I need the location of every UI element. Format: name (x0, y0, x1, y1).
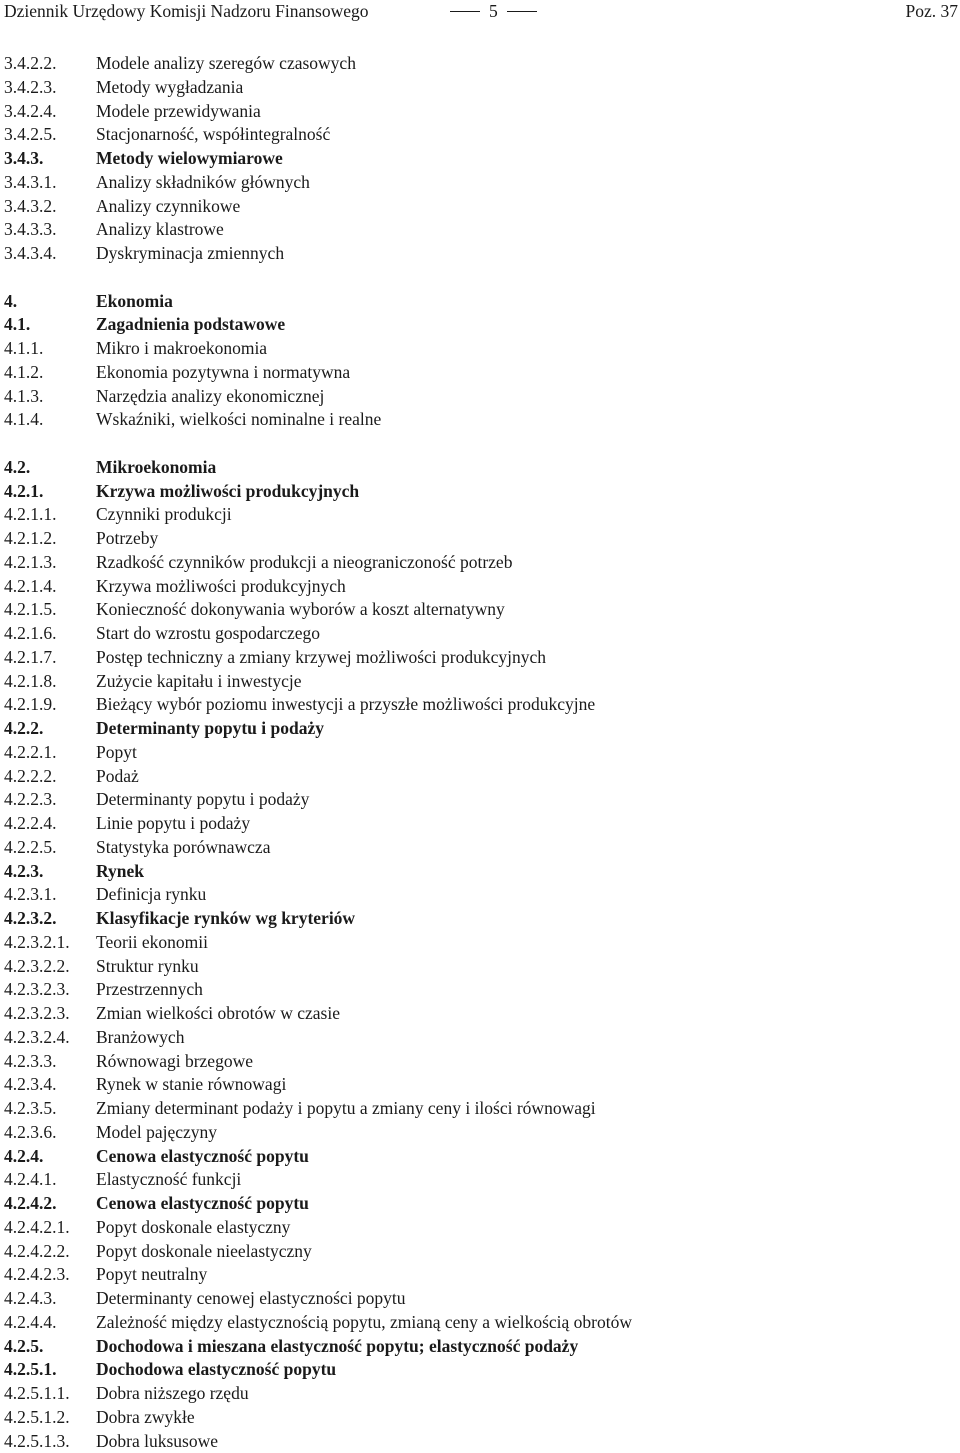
toc-row (0, 503, 960, 527)
section-number: 4.2.3. (4, 860, 43, 884)
section-number: 3.4.3.2. (4, 195, 57, 219)
section-title: Zmian wielkości obrotów w czasie (96, 1002, 340, 1026)
section-number: 4.2.1.6. (4, 622, 57, 646)
section-number: 4.2.4.2.2. (4, 1240, 70, 1264)
section-title: Model pajęczyny (96, 1121, 217, 1145)
section-number: 4.2.2.5. (4, 836, 57, 860)
section-title: Ekonomia (96, 290, 173, 314)
section-number: 4.2.4.2. (4, 1192, 57, 1216)
section-title: Definicja rynku (96, 883, 206, 907)
section-number: 4.2.3.4. (4, 1073, 57, 1097)
toc-row (0, 1382, 960, 1406)
section-title: Dochodowa i mieszana elastyczność popytu; elastyczność podaży (96, 1335, 578, 1359)
section-number: 3.4.3.3. (4, 218, 57, 242)
section-number: 4.1.2. (4, 361, 43, 385)
section-number: 3.4.3. (4, 147, 43, 171)
toc-row (0, 978, 960, 1002)
section-number: 4.2.3.2.2. (4, 955, 70, 979)
toc-heading-row (0, 480, 960, 504)
toc-heading-row (0, 1335, 960, 1359)
toc-row (0, 670, 960, 694)
toc-heading-row (0, 860, 960, 884)
section-number: 3.4.3.4. (4, 242, 57, 266)
section-number: 4.2.5.1.3. (4, 1430, 70, 1453)
section-number: 4.2.3.1. (4, 883, 57, 907)
section-title: Czynniki produkcji (96, 503, 232, 527)
section-title: Postęp techniczny a zmiany krzywej możliwości produkcyjnych (96, 646, 546, 670)
section-number: 3.4.2.5. (4, 123, 57, 147)
toc-row (0, 1287, 960, 1311)
section-title: Determinanty popytu i podaży (96, 788, 309, 812)
section-title: Dyskryminacja zmiennych (96, 242, 284, 266)
section-title: Krzywa możliwości produkcyjnych (96, 575, 346, 599)
section-title: Popyt neutralny (96, 1263, 207, 1287)
section-title: Klasyfikacje rynków wg kryteriów (96, 907, 355, 931)
section-number: 4.2.1.4. (4, 575, 57, 599)
section-number: 4.2. (4, 456, 30, 480)
section-title: Zużycie kapitału i inwestycje (96, 670, 302, 694)
toc-heading-row (0, 1192, 960, 1216)
table-of-contents (0, 52, 960, 1453)
toc-row (0, 123, 960, 147)
section-number: 4.2.5.1.1. (4, 1382, 70, 1406)
section-number: 4. (4, 290, 17, 314)
toc-heading-row (0, 313, 960, 337)
toc-heading-row (0, 1145, 960, 1169)
section-title: Dobra luksusowe (96, 1430, 218, 1453)
section-title: Ekonomia pozytywna i normatywna (96, 361, 350, 385)
section-number: 4.2.1. (4, 480, 43, 504)
section-title: Metody wielowymiarowe (96, 147, 283, 171)
section-number: 4.1.4. (4, 408, 43, 432)
section-title: Dobra niższego rzędu (96, 1382, 249, 1406)
section-number: 4.2.5.1. (4, 1358, 57, 1382)
toc-row (0, 1073, 960, 1097)
section-number: 4.2.3.3. (4, 1050, 57, 1074)
toc-row (0, 931, 960, 955)
section-title: Analizy czynnikowe (96, 195, 240, 219)
section-number: 4.2.4. (4, 1145, 43, 1169)
section-number: 4.2.3.2.3. (4, 978, 70, 1002)
section-number: 4.2.1.5. (4, 598, 57, 622)
toc-row (0, 646, 960, 670)
section-title: Dobra zwykłe (96, 1406, 195, 1430)
section-number: 4.2.5. (4, 1335, 43, 1359)
toc-heading-row (0, 147, 960, 171)
section-title: Równowagi brzegowe (96, 1050, 253, 1074)
toc-row (0, 1050, 960, 1074)
toc-heading-row (0, 717, 960, 741)
section-title: Zmiany determinant podaży i popytu a zmiany ceny i ilości równowagi (96, 1097, 596, 1121)
section-title: Podaż (96, 765, 139, 789)
toc-row (0, 955, 960, 979)
dash-left (450, 11, 480, 12)
toc-row (0, 52, 960, 76)
section-title: Analizy klastrowe (96, 218, 224, 242)
section-title: Branżowych (96, 1026, 184, 1050)
section-number: 4.2.2.2. (4, 765, 57, 789)
section-title: Zagadnienia podstawowe (96, 313, 285, 337)
toc-row (0, 836, 960, 860)
section-number: 4.2.2.4. (4, 812, 57, 836)
section-number: 4.2.1.7. (4, 646, 57, 670)
page-number-marker (441, 1, 546, 22)
toc-row (0, 788, 960, 812)
page-header (0, 0, 960, 26)
section-title: Zależność między elastycznością popytu, zmianą ceny a wielkością obrotów (96, 1311, 632, 1335)
toc-row (0, 1002, 960, 1026)
section-title: Bieżący wybór poziomu inwestycji a przyszłe możliwości produkcyjne (96, 693, 595, 717)
section-number: 4.2.2.1. (4, 741, 57, 765)
toc-row (0, 883, 960, 907)
section-title: Start do wzrostu gospodarczego (96, 622, 320, 646)
section-number: 4.2.3.2.1. (4, 931, 70, 955)
section-title: Popyt (96, 741, 137, 765)
section-title: Modele przewidywania (96, 100, 261, 124)
section-number: 3.4.2.4. (4, 100, 57, 124)
toc-row (0, 551, 960, 575)
section-title: Rzadkość czynników produkcji a nieograniczoność potrzeb (96, 551, 512, 575)
section-title: Popyt doskonale elastyczny (96, 1216, 290, 1240)
toc-row (0, 575, 960, 599)
toc-row (0, 1263, 960, 1287)
section-title: Linie popytu i podaży (96, 812, 250, 836)
section-title: Rynek (96, 860, 144, 884)
section-title: Popyt doskonale nieelastyczny (96, 1240, 312, 1264)
section-number: 4.2.4.1. (4, 1168, 57, 1192)
section-number: 4.1.1. (4, 337, 43, 361)
toc-row (0, 1430, 960, 1453)
section-title: Determinanty cenowej elastyczności popytu (96, 1287, 406, 1311)
section-number: 4.2.3.2. (4, 907, 57, 931)
section-number: 4.2.1.3. (4, 551, 57, 575)
section-title: Metody wygładzania (96, 76, 243, 100)
toc-row (0, 693, 960, 717)
section-number: 4.2.3.2.3. (4, 1002, 70, 1026)
section-number: 4.2.2. (4, 717, 43, 741)
section-number: 3.4.2.2. (4, 52, 57, 76)
section-title: Dochodowa elastyczność popytu (96, 1358, 336, 1382)
toc-heading-row (0, 290, 960, 314)
toc-heading-row (0, 907, 960, 931)
section-title: Determinanty popytu i podaży (96, 717, 324, 741)
toc-row (0, 1121, 960, 1145)
toc-row (0, 1216, 960, 1240)
toc-row (0, 598, 960, 622)
toc-row (0, 218, 960, 242)
position-number: Poz. 37 (906, 1, 959, 22)
section-title: Teorii ekonomii (96, 931, 208, 955)
toc-row (0, 622, 960, 646)
toc-row (0, 361, 960, 385)
toc-row (0, 100, 960, 124)
toc-row (0, 765, 960, 789)
section-title: Konieczność dokonywania wyborów a koszt alternatywny (96, 598, 505, 622)
section-number: 4.2.4.2.3. (4, 1263, 70, 1287)
toc-row (0, 527, 960, 551)
section-title: Analizy składników głównych (96, 171, 310, 195)
section-number: 4.2.1.8. (4, 670, 57, 694)
toc-row (0, 1168, 960, 1192)
toc-row (0, 337, 960, 361)
section-number: 4.2.2.3. (4, 788, 57, 812)
section-title: Rynek w stanie równowagi (96, 1073, 286, 1097)
section-title: Potrzeby (96, 527, 158, 551)
page-number: 5 (489, 1, 498, 21)
toc-row (0, 171, 960, 195)
toc-row (0, 1240, 960, 1264)
section-number: 4.2.3.2.4. (4, 1026, 70, 1050)
toc-row (0, 408, 960, 432)
toc-row (0, 1406, 960, 1430)
toc-row (0, 812, 960, 836)
section-title: Elastyczność funkcji (96, 1168, 241, 1192)
toc-row (0, 76, 960, 100)
toc-heading-row (0, 456, 960, 480)
toc-heading-row (0, 1358, 960, 1382)
section-title: Krzywa możliwości produkcyjnych (96, 480, 359, 504)
section-title: Narzędzia analizy ekonomicznej (96, 385, 324, 409)
journal-title: Dziennik Urzędowy Komisji Nadzoru Finansowego (4, 1, 369, 22)
section-title: Struktur rynku (96, 955, 199, 979)
toc-row (0, 741, 960, 765)
toc-row (0, 195, 960, 219)
section-number: 4.2.4.4. (4, 1311, 57, 1335)
section-number: 4.1. (4, 313, 30, 337)
section-title: Mikro i makroekonomia (96, 337, 267, 361)
section-number: 3.4.2.3. (4, 76, 57, 100)
section-number: 4.1.3. (4, 385, 43, 409)
section-title: Cenowa elastyczność popytu (96, 1145, 309, 1169)
toc-row (0, 242, 960, 266)
section-number: 4.2.4.2.1. (4, 1216, 70, 1240)
section-title: Cenowa elastyczność popytu (96, 1192, 309, 1216)
section-number: 4.2.3.5. (4, 1097, 57, 1121)
toc-row (0, 385, 960, 409)
section-title: Modele analizy szeregów czasowych (96, 52, 356, 76)
dash-right (507, 11, 537, 12)
toc-row (0, 1311, 960, 1335)
toc-row (0, 1026, 960, 1050)
section-number: 4.2.1.2. (4, 527, 57, 551)
section-number: 4.2.4.3. (4, 1287, 57, 1311)
section-title: Przestrzennych (96, 978, 203, 1002)
section-number: 4.2.1.9. (4, 693, 57, 717)
section-title: Mikroekonomia (96, 456, 216, 480)
section-number: 3.4.3.1. (4, 171, 57, 195)
section-title: Stacjonarność, współintegralność (96, 123, 330, 147)
section-number: 4.2.3.6. (4, 1121, 57, 1145)
section-number: 4.2.5.1.2. (4, 1406, 70, 1430)
section-number: 4.2.1.1. (4, 503, 57, 527)
toc-row (0, 1097, 960, 1121)
section-title: Statystyka porównawcza (96, 836, 270, 860)
section-title: Wskaźniki, wielkości nominalne i realne (96, 408, 381, 432)
